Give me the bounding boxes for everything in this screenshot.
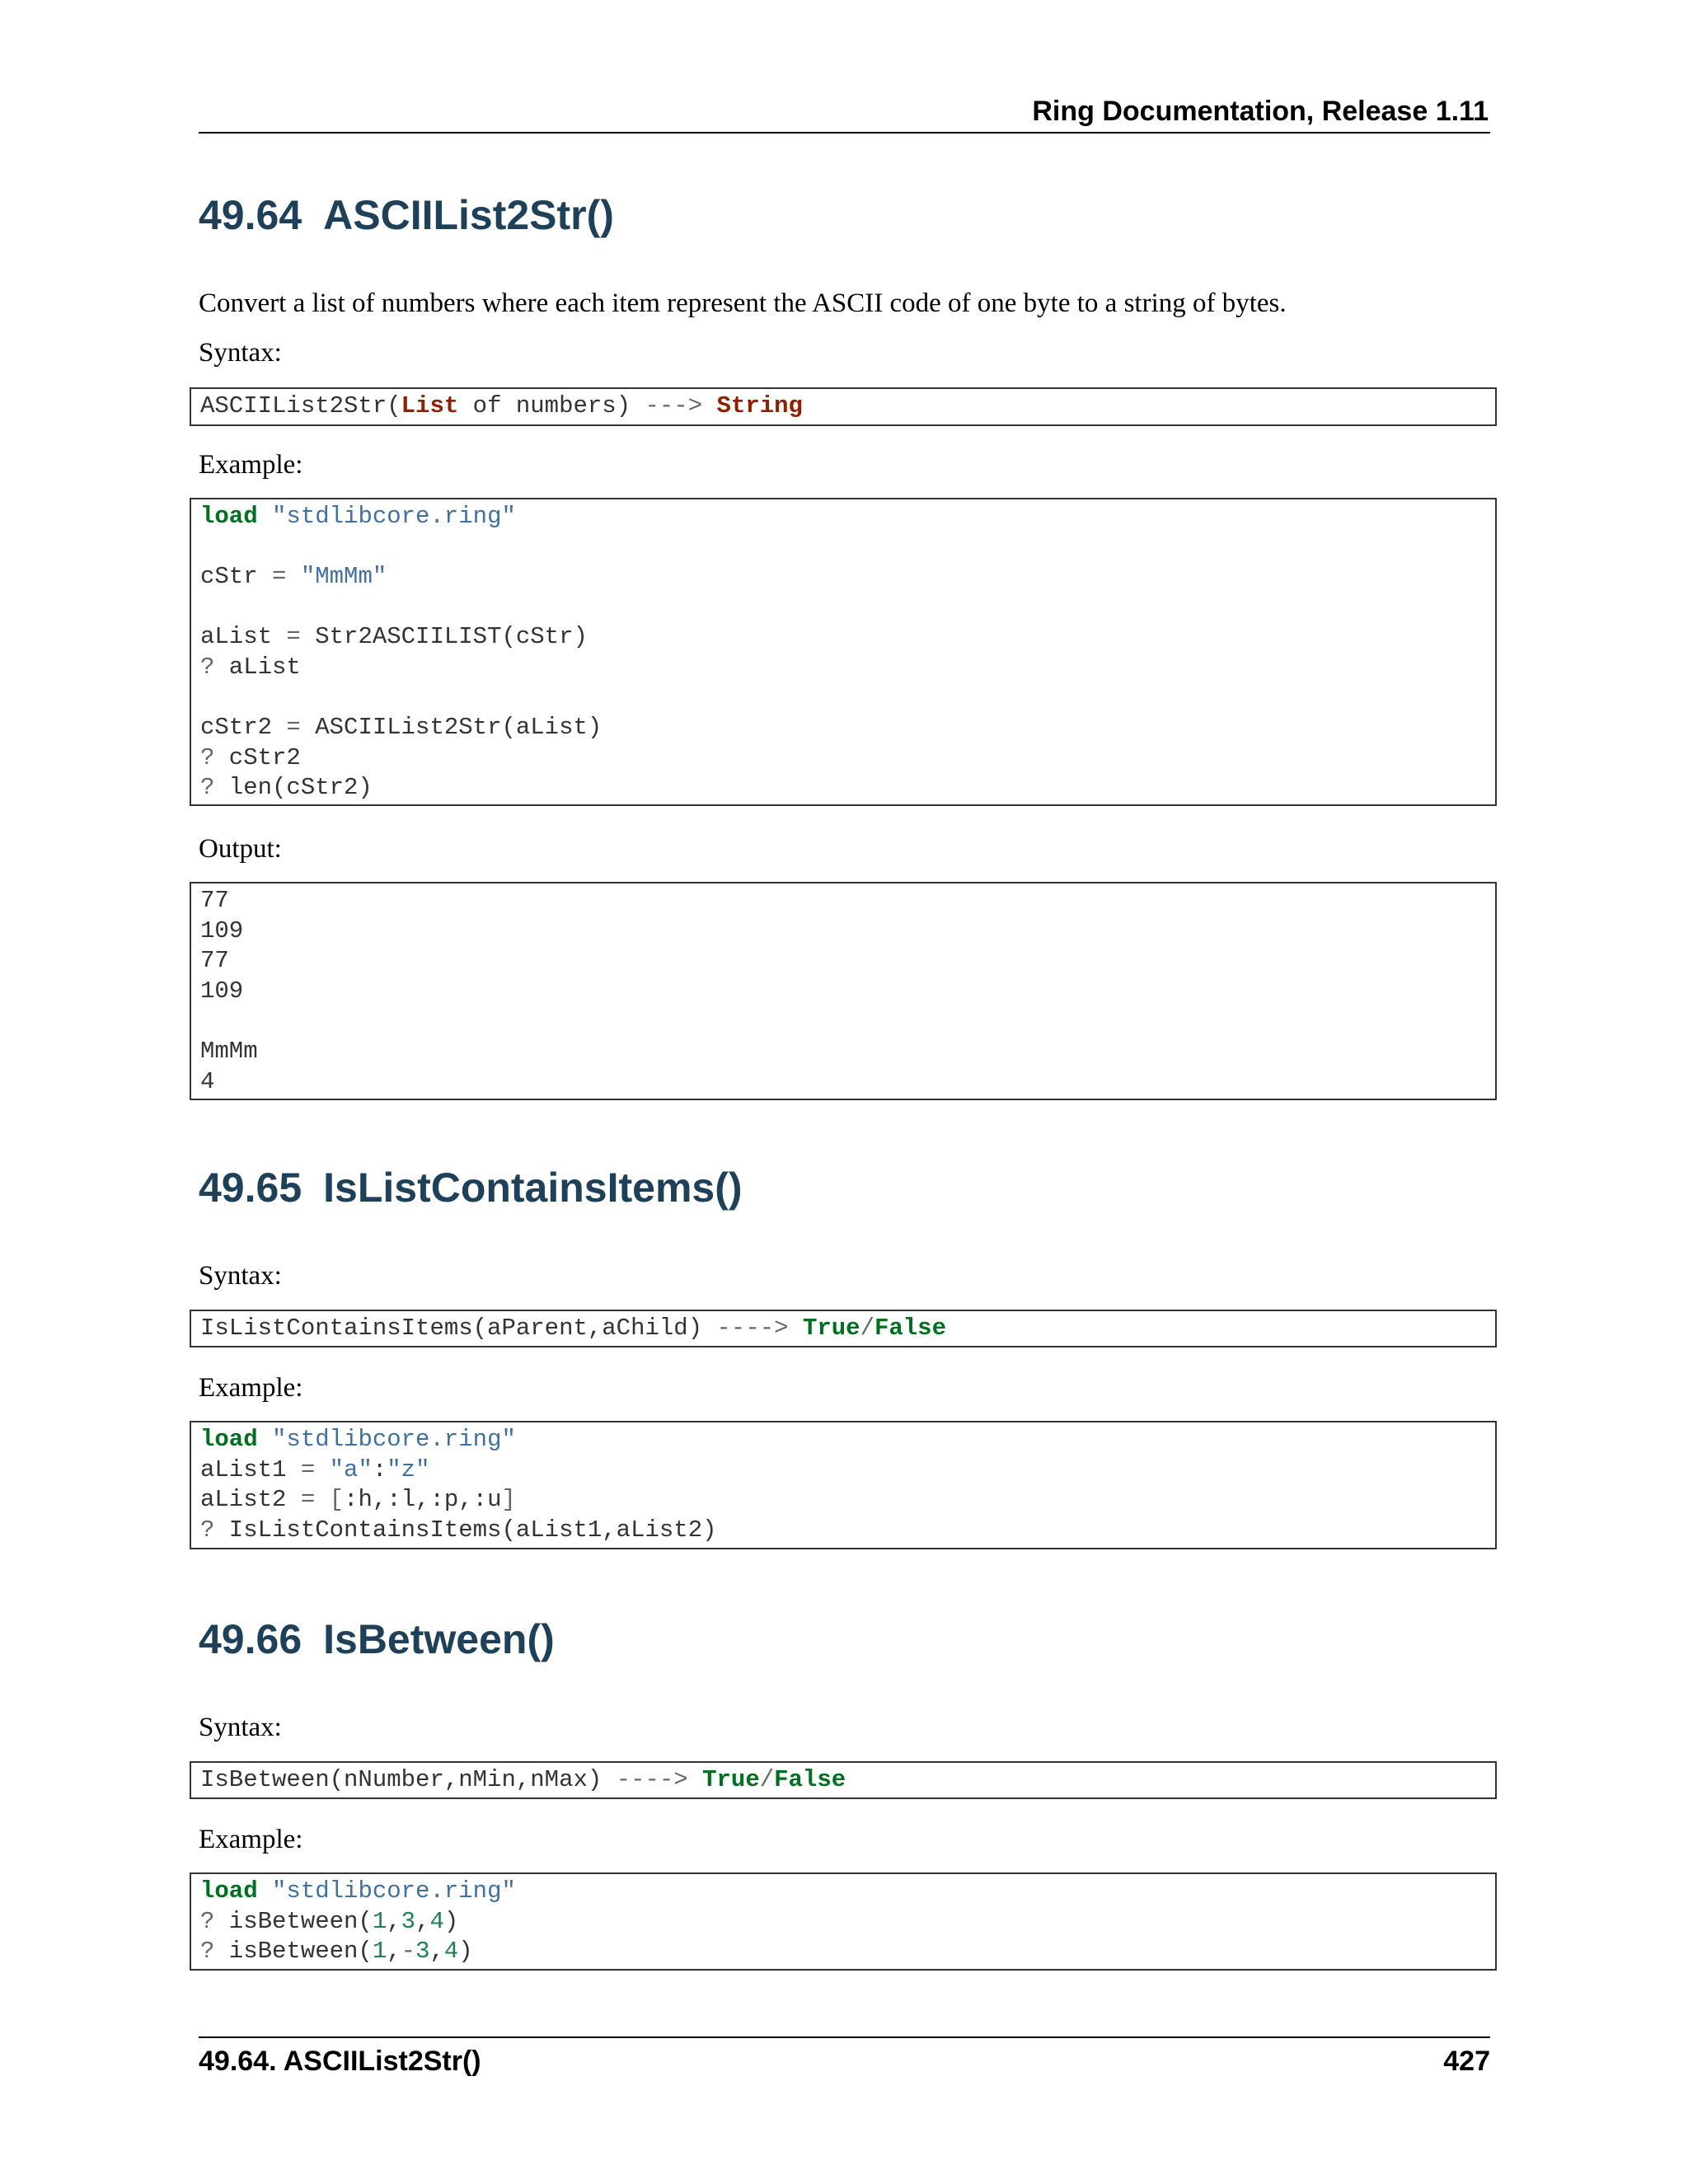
footer-section: 49.64. ASCIIList2Str(): [199, 2046, 481, 2077]
section-title: IsBetween(): [323, 1616, 555, 1662]
section-description: Convert a list of numbers where each item represent the ASCII code of one byte to a string of bytes.: [199, 288, 1287, 318]
syntax-label: Syntax:: [199, 1713, 282, 1742]
page-header: [199, 92, 1490, 134]
example-label: Example:: [199, 450, 303, 480]
section-heading-49-65: [199, 1164, 743, 1212]
section-title: IsListContainsItems(): [323, 1165, 743, 1211]
example-code-block: load "stdlibcore.ring" cStr = "MmMm" aList = Str2ASCIILIST(cStr) ? aList cStr2 = ASCIIList2Str(aList) ? cStr2 ? len(cStr2): [190, 498, 1497, 806]
syntax-label: Syntax:: [199, 338, 282, 368]
example-label: Example:: [199, 1373, 303, 1403]
syntax-label: Syntax:: [199, 1261, 282, 1291]
section-title: ASCIIList2Str(): [323, 192, 614, 238]
section-heading-49-64: [199, 191, 614, 239]
example-label: Example:: [199, 1825, 303, 1854]
section-heading-49-66: [199, 1615, 555, 1663]
header-title: Ring Documentation, Release 1.11: [1032, 96, 1489, 127]
footer-rule: [199, 2036, 1490, 2038]
syntax-code-block: IsBetween(nNumber,nMin,nMax) ----> True/False: [190, 1761, 1497, 1799]
section-number: 49.66: [199, 1616, 302, 1662]
syntax-code-block: ASCIIList2Str(List of numbers) ---> String: [190, 387, 1497, 426]
section-number: 49.65: [199, 1165, 302, 1211]
example-code-block: load "stdlibcore.ring" ? isBetween(1,3,4) ? isBetween(1,-3,4): [190, 1872, 1497, 1971]
example-code-block: load "stdlibcore.ring" aList1 = "a":"z" aList2 = [:h,:l,:p,:u] ? IsListContainsItems(aList1,aList2): [190, 1421, 1497, 1549]
output-code-block: 77 109 77 109 MmMm 4: [190, 882, 1497, 1100]
syntax-code-block: IsListContainsItems(aParent,aChild) ----> True/False: [190, 1310, 1497, 1347]
footer-page-number: 427: [1443, 2046, 1490, 2077]
output-label: Output:: [199, 834, 282, 864]
section-number: 49.64: [199, 192, 302, 238]
